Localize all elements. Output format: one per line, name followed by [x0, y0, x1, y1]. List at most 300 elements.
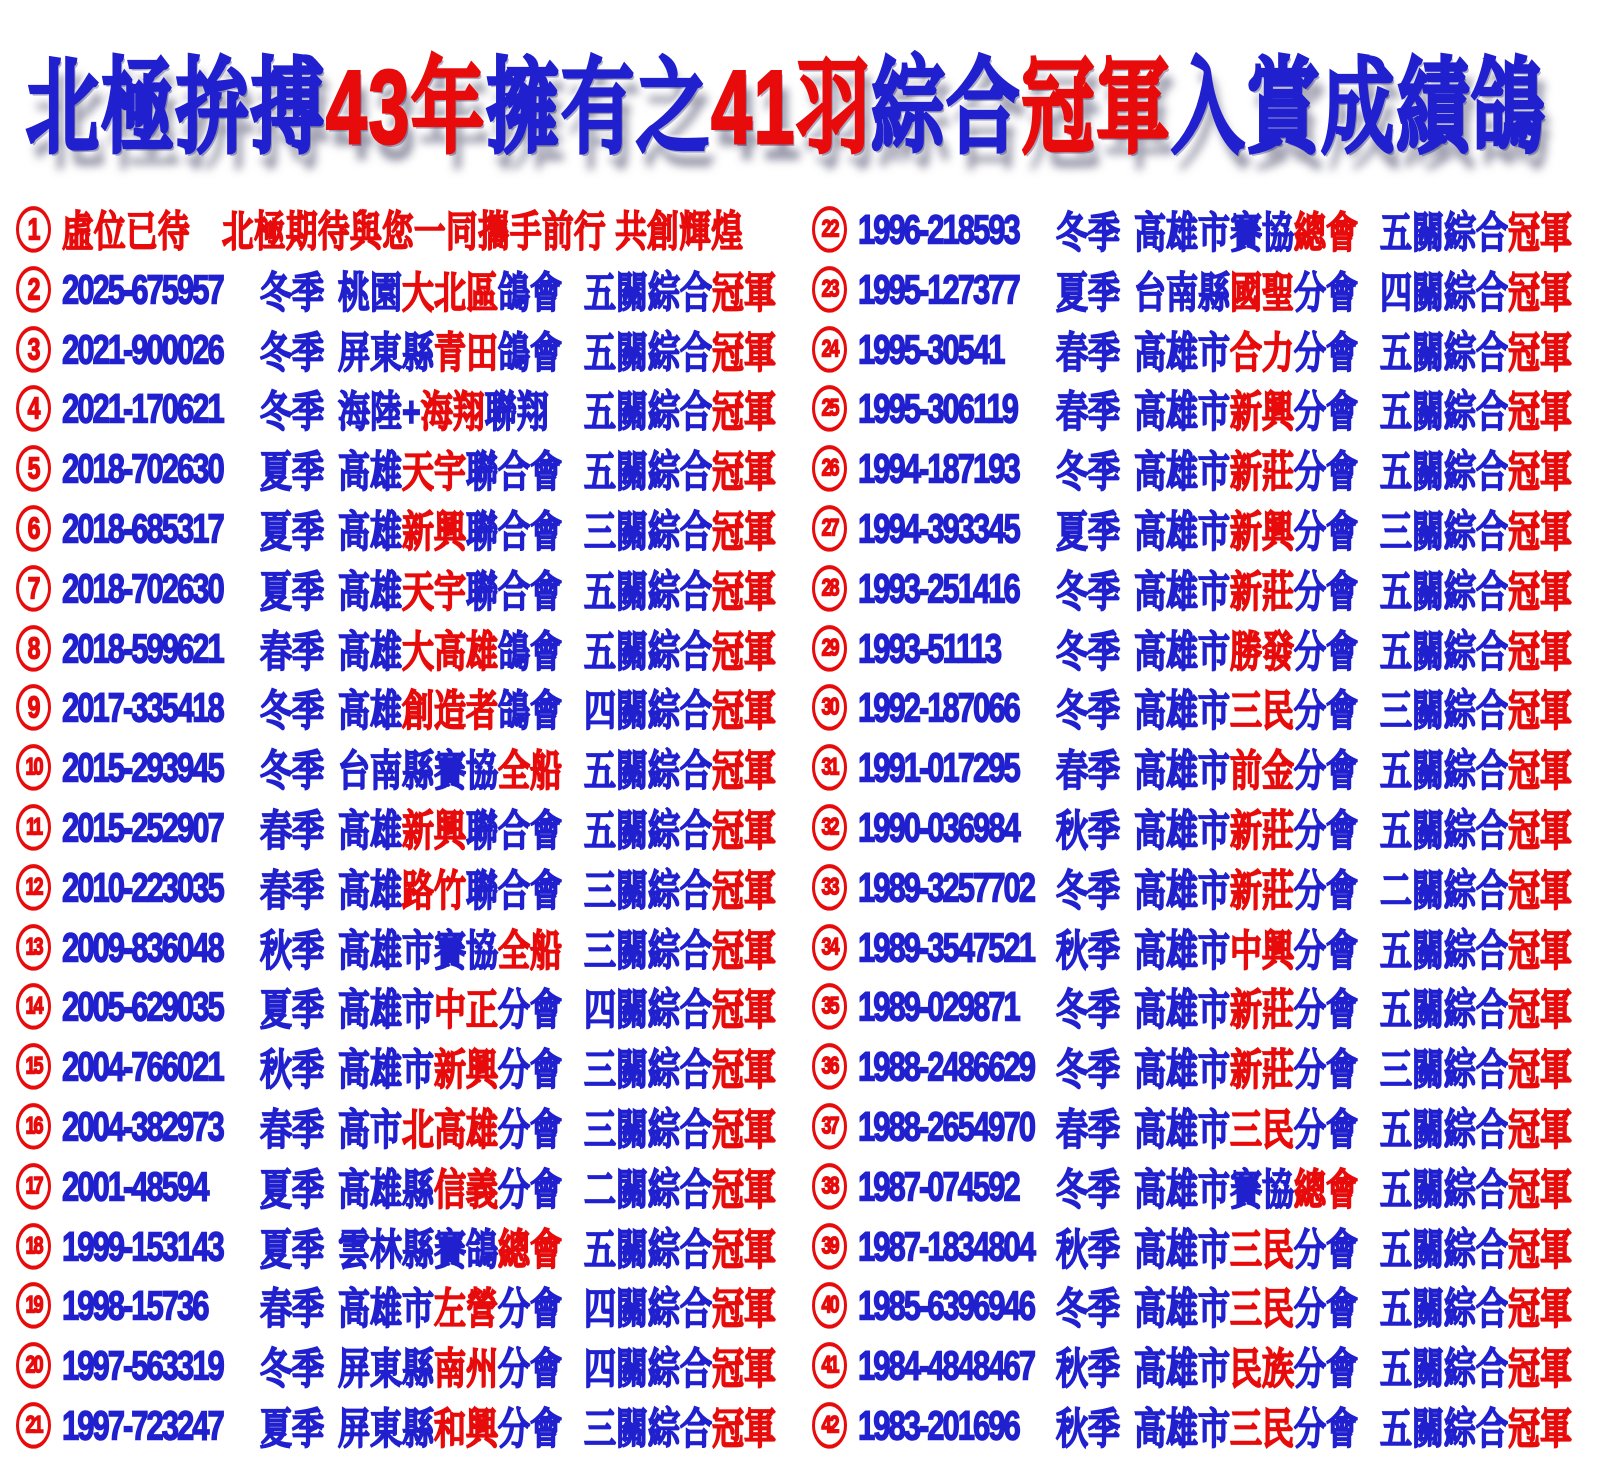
award-champion-part: 冠軍 [1508, 1225, 1573, 1274]
club-name-part: 分會 [498, 1284, 563, 1333]
award-champion-part: 冠軍 [1508, 1344, 1573, 1393]
club-name-part: 海陸+ [338, 387, 421, 436]
rank-cell [16, 685, 62, 732]
rank-badge: 41 [812, 1343, 847, 1390]
award-champion-part: 冠軍 [712, 686, 777, 735]
rank-cell [812, 446, 858, 493]
rank-cell [16, 446, 62, 493]
club-name-part: 路竹 [402, 866, 467, 915]
season-label: 冬季 [1056, 208, 1121, 257]
rank-badge: 12 [16, 864, 51, 911]
rank-badge: 32 [812, 805, 847, 852]
rank-badge: 9 [16, 685, 51, 732]
award-races-part: 五關綜合 [1380, 1404, 1509, 1453]
ring-number: 2015-252907 [62, 803, 223, 851]
ring-number: 1989-3547521 [858, 923, 1034, 971]
ring-number: 1997-723247 [62, 1401, 223, 1449]
season-label: 夏季 [260, 1165, 325, 1214]
award-races-part: 三關綜合 [584, 1045, 713, 1094]
season-label: 冬季 [1056, 627, 1121, 676]
rank-badge: 11 [16, 805, 51, 852]
season-label: 冬季 [1056, 1284, 1121, 1333]
club-name-part: 分會 [498, 985, 563, 1034]
award-champion-part: 冠軍 [712, 387, 777, 436]
club-name-part: 屏東縣 [338, 1404, 435, 1453]
ring-number: 1992-187066 [858, 684, 1019, 731]
award-champion-part: 冠軍 [1508, 1284, 1573, 1333]
rank-badge: 14 [16, 984, 51, 1031]
award-champion-part: 冠軍 [712, 1045, 777, 1094]
title-segment: 擁有之 [486, 50, 712, 166]
club-name-part: 創造者 [402, 686, 499, 735]
award-races-part: 五關綜合 [584, 806, 713, 855]
club-name-part: 分會 [498, 1045, 563, 1094]
season-label: 夏季 [260, 1404, 325, 1453]
award-races-part: 三關綜合 [584, 1404, 713, 1453]
club-name-part: 分會 [1294, 1284, 1359, 1333]
season-label: 冬季 [1056, 985, 1121, 1034]
club-name-part: 南州 [434, 1344, 499, 1393]
award-champion-part: 冠軍 [1508, 627, 1573, 676]
rank-badge: 13 [16, 924, 51, 971]
club-name-part: 新莊 [1230, 1045, 1295, 1094]
club-name-part: 分會 [498, 1165, 563, 1214]
award-champion-part: 冠軍 [712, 1284, 777, 1333]
award-champion-part: 冠軍 [1508, 1045, 1573, 1094]
rank-cell [812, 1343, 858, 1390]
rank-badge: 17 [16, 1163, 51, 1210]
rank-badge: 10 [16, 745, 51, 792]
season-label: 春季 [260, 1284, 325, 1333]
title-segment: 43年 [326, 50, 487, 166]
award-races-part: 五關綜合 [1380, 328, 1509, 377]
rank-badge: 30 [812, 685, 847, 732]
rank-cell [812, 1163, 858, 1210]
records-table [0, 200, 1600, 1456]
season-label: 冬季 [260, 328, 325, 377]
award-champion-part: 冠軍 [712, 985, 777, 1034]
rank-cell [16, 266, 62, 313]
ring-number: 2004-382973 [62, 1102, 223, 1150]
club-name-part: 高雄市 [1134, 1284, 1231, 1333]
award-champion-part: 冠軍 [712, 1344, 777, 1393]
season-label: 冬季 [1056, 567, 1121, 616]
award-races-part: 五關綜合 [584, 268, 713, 317]
season-label: 春季 [260, 627, 325, 676]
season-label: 夏季 [260, 1225, 325, 1274]
award-races-part: 四關綜合 [1380, 268, 1509, 317]
club-name-part: 高雄 [338, 806, 403, 855]
club-name-part: 聯合會 [466, 806, 563, 855]
club-name-part: 分會 [498, 1105, 563, 1154]
rank-cell [16, 625, 62, 672]
award-races-part: 五關綜合 [1380, 1225, 1509, 1274]
award-champion-part: 冠軍 [1508, 567, 1573, 616]
award-champion-part: 冠軍 [712, 627, 777, 676]
record-row [16, 1386, 800, 1466]
club-name-part: 高雄市 [1134, 567, 1231, 616]
club-name-part: 高雄市賽協 [1134, 1165, 1295, 1214]
award-races-part: 四關綜合 [584, 686, 713, 735]
rank-badge: 28 [812, 565, 847, 612]
club-name-part: 高雄市 [338, 1045, 435, 1094]
club-name-part: 新莊 [1230, 447, 1295, 496]
season-label: 夏季 [260, 567, 325, 616]
season-label: 春季 [1056, 328, 1121, 377]
award-champion-part: 冠軍 [1508, 1105, 1573, 1154]
rank-cell [16, 386, 62, 433]
club-name-part: 分會 [1294, 567, 1359, 616]
season-label: 春季 [260, 806, 325, 855]
rank-cell [812, 685, 858, 732]
award-champion-part: 冠軍 [1508, 328, 1573, 377]
ring-number: 1995-127377 [858, 265, 1019, 313]
season-label: 春季 [260, 866, 325, 915]
club-name-part: 新興 [402, 806, 467, 855]
award-races-part: 五關綜合 [1380, 627, 1509, 676]
club-name-part: 分會 [1294, 1344, 1359, 1393]
rank-cell [812, 207, 858, 254]
rank-cell [812, 506, 858, 553]
club-name-part: 勝發 [1230, 627, 1295, 676]
award-champion-part: 冠軍 [1508, 387, 1573, 436]
club-name-part: 高雄 [338, 866, 403, 915]
club-name-part: 北高雄 [402, 1105, 499, 1154]
award-champion-part: 冠軍 [712, 1105, 777, 1154]
award-races-part: 五關綜合 [1380, 746, 1509, 795]
page-title [26, 23, 1546, 172]
award-races-part: 五關綜合 [1380, 208, 1509, 257]
club-name-part: 聯合會 [466, 507, 563, 556]
season-label: 秋季 [1056, 926, 1121, 975]
award-races-part: 五關綜合 [1380, 1284, 1509, 1333]
award-champion-part: 冠軍 [1508, 208, 1573, 257]
rank-cell [16, 984, 62, 1031]
rank-badge: 26 [812, 446, 847, 493]
club-name-part: 高雄市 [1134, 447, 1231, 496]
club-name-part: 雲林縣賽鴿 [338, 1225, 499, 1274]
rank-cell [812, 1283, 858, 1330]
award-races-part: 五關綜合 [1380, 1105, 1509, 1154]
award-races-part: 五關綜合 [584, 387, 713, 436]
club-name-part: 高雄市賽協 [1134, 208, 1295, 257]
season-label: 春季 [260, 1105, 325, 1154]
rank-cell [812, 1104, 858, 1151]
club-name-part: 新興 [434, 1045, 499, 1094]
season-label: 夏季 [260, 447, 325, 496]
award-races-part: 二關綜合 [584, 1165, 713, 1214]
award-champion-part: 冠軍 [1508, 746, 1573, 795]
club-name-part: 聯合會 [466, 866, 563, 915]
rank-cell [16, 1104, 62, 1151]
club-name-part: 分會 [1294, 268, 1359, 317]
rank-cell [16, 1223, 62, 1270]
season-label: 夏季 [1056, 507, 1121, 556]
club-name-part: 桃園 [338, 268, 403, 317]
club-name [1134, 1395, 1380, 1456]
club-name-part: 全船 [498, 926, 563, 975]
ring-number: 1989-3257702 [858, 863, 1034, 911]
rank-cell [16, 565, 62, 612]
rank-badge: 8 [16, 625, 51, 672]
ring-number: 2001-48594 [62, 1162, 208, 1210]
season-label: 秋季 [260, 926, 325, 975]
club-name-part: 高雄 [338, 686, 403, 735]
award-champion-part: 冠軍 [712, 328, 777, 377]
club-name-part: 三民 [1230, 1225, 1295, 1274]
club-name-part: 新興 [1230, 507, 1295, 556]
rank-badge: 27 [812, 506, 847, 553]
club-name-part: 天宇 [402, 447, 467, 496]
ring-number: 2018-702630 [62, 564, 223, 612]
rank-badge: 34 [812, 924, 847, 971]
award-champion-part: 冠軍 [1508, 926, 1573, 975]
season-label: 冬季 [1056, 866, 1121, 915]
rank-badge: 2 [16, 266, 51, 313]
ring-number: 2017-335418 [62, 684, 223, 731]
club-name-part: 民族 [1230, 1344, 1295, 1393]
rank-cell [812, 266, 858, 313]
title-segment: 冠軍 [1021, 50, 1172, 166]
season-label: 冬季 [1056, 1045, 1121, 1094]
club-name-part: 新興 [402, 507, 467, 556]
club-name-part: 分會 [1294, 1404, 1359, 1453]
ring-number: 1985-6396946 [858, 1282, 1034, 1329]
rank-cell [812, 984, 858, 1031]
club-name-part: 三民 [1230, 1284, 1295, 1333]
club-name-part: 左營 [434, 1284, 499, 1333]
season-label: 春季 [1056, 387, 1121, 436]
ring-number: 1996-218593 [858, 205, 1019, 253]
rank-badge: 15 [16, 1044, 51, 1091]
award-races-part: 三關綜合 [1380, 1045, 1509, 1094]
ring-number: 2025-675957 [62, 265, 223, 313]
club-name-part: 台南縣 [1134, 268, 1231, 317]
club-name-part: 高雄市 [1134, 1225, 1231, 1274]
club-name-part: 合力 [1230, 328, 1295, 377]
award-races-part: 五關綜合 [584, 746, 713, 795]
club-name-part: 高雄 [338, 447, 403, 496]
ring-number: 1998-15736 [62, 1282, 208, 1329]
club-name-part: 新興 [1230, 387, 1295, 436]
records-column-left [0, 200, 800, 1456]
club-name-part: 高雄市 [1134, 746, 1231, 795]
award-champion-part: 冠軍 [1508, 985, 1573, 1034]
season-label: 冬季 [260, 268, 325, 317]
club-name-part: 分會 [1294, 447, 1359, 496]
award-races-part: 三關綜合 [1380, 686, 1509, 735]
award-champion-part: 冠軍 [712, 806, 777, 855]
season-label: 秋季 [1056, 1404, 1121, 1453]
season-label: 夏季 [1056, 268, 1121, 317]
records-column-right [800, 200, 1600, 1456]
ring-number: 1990-036984 [858, 803, 1019, 851]
club-name-part: 高雄市 [1134, 507, 1231, 556]
club-name-part: 高雄市 [1134, 806, 1231, 855]
ring-number: 2015-293945 [62, 744, 223, 791]
rank-cell [812, 386, 858, 433]
title-segment: 北極拚搏 [26, 50, 326, 166]
club-name-part: 高市 [338, 1105, 403, 1154]
award-champion-part: 冠軍 [712, 507, 777, 556]
award-champion-part: 冠軍 [1508, 806, 1573, 855]
club-name-part: 分會 [1294, 627, 1359, 676]
club-name-part: 青田 [434, 328, 499, 377]
rank-badge: 18 [16, 1223, 51, 1270]
rank-cell [812, 565, 858, 612]
rank-cell [812, 326, 858, 373]
award-races-part: 五關綜合 [584, 328, 713, 377]
award-races-part: 五關綜合 [1380, 447, 1509, 496]
rank-cell [812, 924, 858, 971]
title-segment: 綜合 [871, 50, 1022, 166]
season-label: 春季 [1056, 1105, 1121, 1154]
club-name-part: 分會 [1294, 985, 1359, 1034]
award-races-part: 五關綜合 [1380, 926, 1509, 975]
club-name-part: 分會 [1294, 746, 1359, 795]
club-name-part: 三民 [1230, 1105, 1295, 1154]
season-label: 冬季 [1056, 1165, 1121, 1214]
ring-number: 1988-2654970 [858, 1102, 1034, 1150]
club-name-part: 高雄市 [1134, 686, 1231, 735]
club-name-part: 總會 [1294, 1165, 1359, 1214]
ring-number: 2018-599621 [62, 624, 223, 672]
season-label: 秋季 [1056, 806, 1121, 855]
poster-header [0, 0, 1600, 200]
ring-number: 1989-029871 [858, 983, 1019, 1030]
ring-number: 1994-393345 [858, 504, 1019, 552]
rank-cell [16, 1163, 62, 1210]
club-name-part: 高雄縣 [338, 1165, 435, 1214]
award-races-part: 四關綜合 [584, 1284, 713, 1333]
ring-number: 1987-074592 [858, 1162, 1019, 1210]
club-name-part: 高雄 [338, 627, 403, 676]
club-name-part: 分會 [498, 1344, 563, 1393]
rank-badge: 16 [16, 1104, 51, 1151]
ring-number: 2021-170621 [62, 385, 223, 432]
rank-cell [812, 625, 858, 672]
rank-cell [16, 924, 62, 971]
club-name-part: 高雄市 [1134, 1344, 1231, 1393]
award-races-part: 三關綜合 [584, 866, 713, 915]
rank-cell [16, 1403, 62, 1450]
club-name-part: 分會 [1294, 387, 1359, 436]
rank-badge: 29 [812, 625, 847, 672]
rank-badge: 24 [812, 326, 847, 373]
vacancy-invite-text: 虛位已待 北極期待與您一同攜手前行 共創輝煌 [62, 207, 744, 256]
rank-badge: 42 [812, 1403, 847, 1450]
club-name-part: 分會 [1294, 328, 1359, 377]
club-name-part: 高雄市 [338, 1284, 435, 1333]
ring-number: 2018-685317 [62, 504, 223, 552]
award-champion-part: 冠軍 [712, 1225, 777, 1274]
rank-cell [812, 805, 858, 852]
club-name-part: 高雄市賽協 [338, 926, 499, 975]
award-races-part: 五關綜合 [1380, 985, 1509, 1034]
award-champion-part: 冠軍 [712, 1165, 777, 1214]
ring-number: 2005-629035 [62, 983, 223, 1030]
club-name-part: 新莊 [1230, 866, 1295, 915]
title-segment: 入賞成績鴿 [1171, 50, 1547, 166]
rank-cell [16, 207, 62, 254]
club-name-part: 聯合會 [466, 447, 563, 496]
award-champion-part: 冠軍 [712, 567, 777, 616]
award-label [584, 1395, 800, 1456]
ring-number: 2010-223035 [62, 863, 223, 911]
season-label: 冬季 [260, 387, 325, 436]
award-races-part: 五關綜合 [1380, 806, 1509, 855]
club-name-part: 中正 [434, 985, 499, 1034]
rank-badge: 35 [812, 984, 847, 1031]
award-champion-part: 冠軍 [712, 1404, 777, 1453]
rank-badge: 40 [812, 1283, 847, 1330]
award-races-part: 五關綜合 [584, 627, 713, 676]
club-name-part: 前金 [1230, 746, 1295, 795]
award-races-part: 三關綜合 [1380, 507, 1509, 556]
award-races-part: 四關綜合 [584, 985, 713, 1034]
ring-number: 1988-2486629 [858, 1043, 1034, 1090]
season-label: 春季 [1056, 746, 1121, 795]
rank-cell [812, 1044, 858, 1091]
rank-badge: 21 [16, 1403, 51, 1450]
club-name-part: 高雄 [338, 567, 403, 616]
club-name-part: 分會 [1294, 507, 1359, 556]
club-name-part: 三民 [1230, 1404, 1295, 1453]
rank-cell [16, 1283, 62, 1330]
club-name-part: 中興 [1230, 926, 1295, 975]
club-name-part: 鴿會 [498, 686, 563, 735]
club-name-part: 分會 [1294, 926, 1359, 975]
ring-number: 1993-51113 [858, 624, 1001, 672]
club-name-part: 高雄市 [338, 985, 435, 1034]
rank-cell [16, 745, 62, 792]
club-name-part: 海翔 [420, 387, 485, 436]
club-name-part: 分會 [1294, 1225, 1359, 1274]
rank-cell [16, 506, 62, 553]
award-champion-part: 冠軍 [712, 866, 777, 915]
club-name-part: 分會 [1294, 686, 1359, 735]
ring-number: 2004-766021 [62, 1043, 223, 1090]
club-name-part: 高雄市 [1134, 985, 1231, 1034]
club-name-part: 新莊 [1230, 985, 1295, 1034]
club-name-part: 分會 [498, 1404, 563, 1453]
award-races-part: 五關綜合 [1380, 1344, 1509, 1393]
rank-cell [16, 1343, 62, 1390]
club-name-part: 屏東縣 [338, 1344, 435, 1393]
rank-badge: 3 [16, 326, 51, 373]
award-races-part: 五關綜合 [1380, 567, 1509, 616]
award-races-part: 五關綜合 [584, 1225, 713, 1274]
club-name-part: 台南縣賽協 [338, 746, 499, 795]
club-name-part: 鴿會 [498, 328, 563, 377]
club-name-part: 高雄市 [1134, 1404, 1231, 1453]
award-champion-part: 冠軍 [1508, 686, 1573, 735]
ring-number: 2018-702630 [62, 445, 223, 492]
award-champion-part: 冠軍 [1508, 268, 1573, 317]
club-name-part: 高雄市 [1134, 866, 1231, 915]
club-name-part: 屏東縣 [338, 328, 435, 377]
rank-cell [812, 1403, 858, 1450]
rank-badge: 36 [812, 1044, 847, 1091]
rank-cell [812, 864, 858, 911]
club-name-part: 鴿會 [498, 268, 563, 317]
ring-number: 1995-306119 [858, 385, 1018, 432]
award-champion-part: 冠軍 [1508, 1165, 1573, 1214]
club-name-part: 高雄市 [1134, 1045, 1231, 1094]
rank-badge: 31 [812, 745, 847, 792]
club-name-part: 天宇 [402, 567, 467, 616]
season-label: 夏季 [260, 985, 325, 1034]
